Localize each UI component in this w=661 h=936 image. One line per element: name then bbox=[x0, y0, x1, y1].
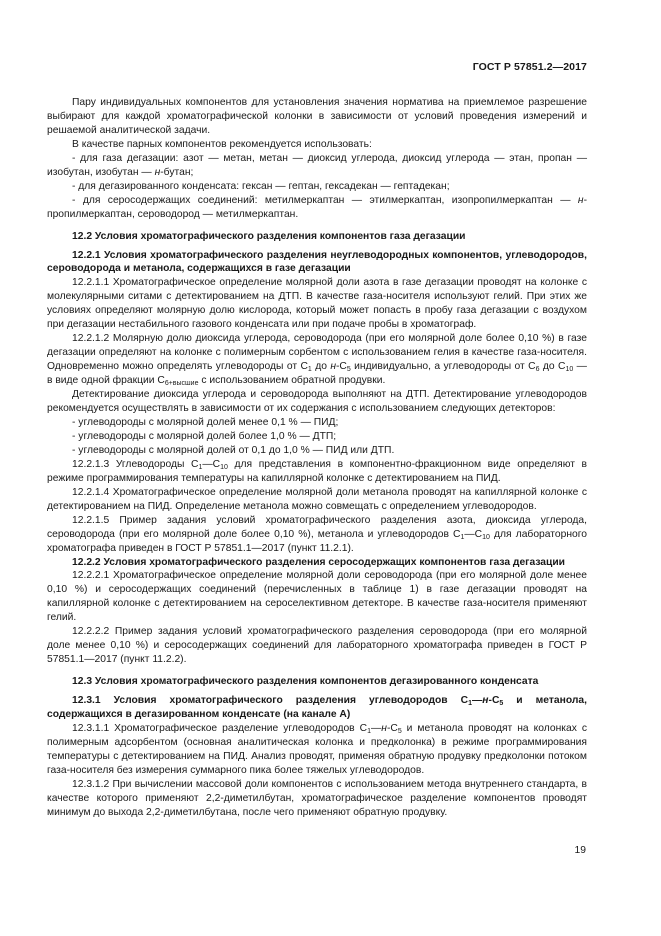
subsection-heading-12-2-2: 12.2.2 Условия хроматографического разделения серосодержащих компонентов газа дегазации bbox=[72, 556, 566, 568]
paragraph: 12.2.1.3 Углеводороды $C_1—C_{10}$ для представления в компонентно-фракционном виде определяют в режиме программирования температуры на капиллярной колонке с детектированием на ПИД. bbox=[47, 458, 588, 484]
list-item: - углеводороды с молярной долей от 0,1 до 1,0 % — ПИД или ДТП. bbox=[72, 444, 395, 456]
page-number: 19 bbox=[574, 845, 586, 856]
paragraph: 12.2.2.1 Хроматографическое определение молярной доли сероводорода (при его молярной доле менее 0,10 %) и серосодержащих соединений (перечисленных в таблице 1) в газе дегазации проводят на капиллярной колонке с детектированием на сероселективном детекторе. В качестве газа-носителя применяют гелий. bbox=[47, 570, 587, 624]
list-item: - углеводороды с молярной долей менее 0,1 % — ПИД; bbox=[72, 416, 339, 428]
section-heading-12-2: 12.2 Условия хроматографического разделения компонентов газа дегазации bbox=[72, 230, 466, 242]
paragraph: 12.2.1.4 Хроматографическое определение молярной доли метанола проводят на капиллярной колонке с детектированием на ПИД. Определение метанола можно совмещать с определением углеводородов. bbox=[47, 486, 587, 512]
list-item: - для газа дегазации: азот — метан, метан — диоксид углерода, диоксид углерода — этан, пропан — изобутан, изобутан — н-бутан; bbox=[47, 152, 587, 178]
paragraph: Пару индивидуальных компонентов для установления значения норматива на приемлемое разрешение выбирают для каждой хроматографической колонки в зависимости от условий проведения измерений и решаемой аналитической задачи. bbox=[47, 97, 587, 136]
list-item: - для серосодержащих соединений: метилмеркаптан — этилмеркаптан, изопропилмеркаптан — н-пропилмеркаптан, сероводород — метилмеркаптан. bbox=[47, 194, 587, 220]
document-body bbox=[47, 96, 587, 820]
subsection-heading-12-3-1: 12.3.1 Условия хроматографического разделения углеводородов $C_1—н-C_5$ и метанола, содержащихся в дегазированном конденсате (на канале А) bbox=[47, 695, 587, 721]
paragraph: 12.2.1.2 Молярную долю диоксида углерода, сероводорода (при его молярной доле более 0,10 %) в газе дегазации определяют на колонке с полимерным сорбентом с использованием гелия в качестве газа-носителя. Одновременно можно определять углеводороды от $C_1$ до $н-C_5$ индивидуально, а углеводороды от $C_6$ до $C_{10}$ — в виде одной фракции $C_{6+высшие}$ с использованием обратной продувки. bbox=[47, 333, 587, 388]
paragraph: 12.3.1.2 При вычислении массовой доли компонентов с использованием метода внутреннего стандарта, в качестве которого применяют 2,2-диметилбутан, хроматографическое разделение компонентов проводят минимум до выхода 2,2-диметилбутана, после чего применяют обратную продувку. bbox=[47, 778, 587, 818]
list-item: - для дегазированного конденсата: гексан — гептан, гексадекан — гептадекан; bbox=[72, 180, 450, 192]
section-heading-12-3: 12.3 Условия хроматографического разделения компонентов дегазированного конденсата bbox=[72, 676, 539, 688]
paragraph: Детектирование диоксида углерода и сероводорода выполняют на ДТП. Детектирование углеводородов рекомендуется осуществлять в зависимости от их содержания с использованием следующих детекторов: bbox=[47, 389, 587, 415]
paragraph: 12.3.1.1 Хроматографическое разделение углеводородов $C_1—н-C_5$ и метанола проводят на колонках с полимерным адсорбентом (основная аналитическая колонка и предколонка) в режиме программирования температуры с детектированием на ПИД. Анализ проводят, применяя обратную продувку предколонки потоком газа-носителя без измерения суммарного пика более тяжелых углеводородов. bbox=[47, 722, 587, 776]
list-item: - углеводороды с молярной долей более 1,0 % — ДТП; bbox=[72, 430, 337, 442]
paragraph: 12.2.1.5 Пример задания условий хроматографического разделения азота, диоксида углерода, сероводорода (при его молярной доле более 0,10 %), метанола и углеводородов $C_1—C_{10}$ для лабораторного хроматографа приведен в ГОСТ Р 57851.1—2017 (пункт 11.2.1). bbox=[47, 514, 587, 554]
paragraph: В качестве парных компонентов рекомендуется использовать: bbox=[72, 138, 372, 150]
paragraph: 12.2.2.2 Пример задания условий хроматографического разделения сероводорода (при его молярной доле менее 0,10 %) и серосодержащих соединений для лабораторного хроматографа приведен в ГОСТ Р 57851.1—2017 (пункт 11.2.2). bbox=[47, 626, 587, 666]
subsection-heading-12-2-1: 12.2.1 Условия хроматографического разделения неуглеводородных компонентов, углеводородов, сероводорода и метанола, содержащихся в газе дегазации bbox=[47, 249, 587, 275]
paragraph: 12.2.1.1 Хроматографическое определение молярной доли азота в газе дегазации проводят на колонке с молекулярными ситами с детектированием на ДТП. В качестве газа-носителя используют гелий. При этих же условиях определяют молярную долю кислорода, который может попасть в пробу газа дегазации с воздухом при дегазации нестабильного газового конденсата или при подаче пробы в хроматограф. bbox=[47, 277, 587, 331]
document-code-header: ГОСТ Р 57851.2—2017 bbox=[472, 61, 587, 73]
